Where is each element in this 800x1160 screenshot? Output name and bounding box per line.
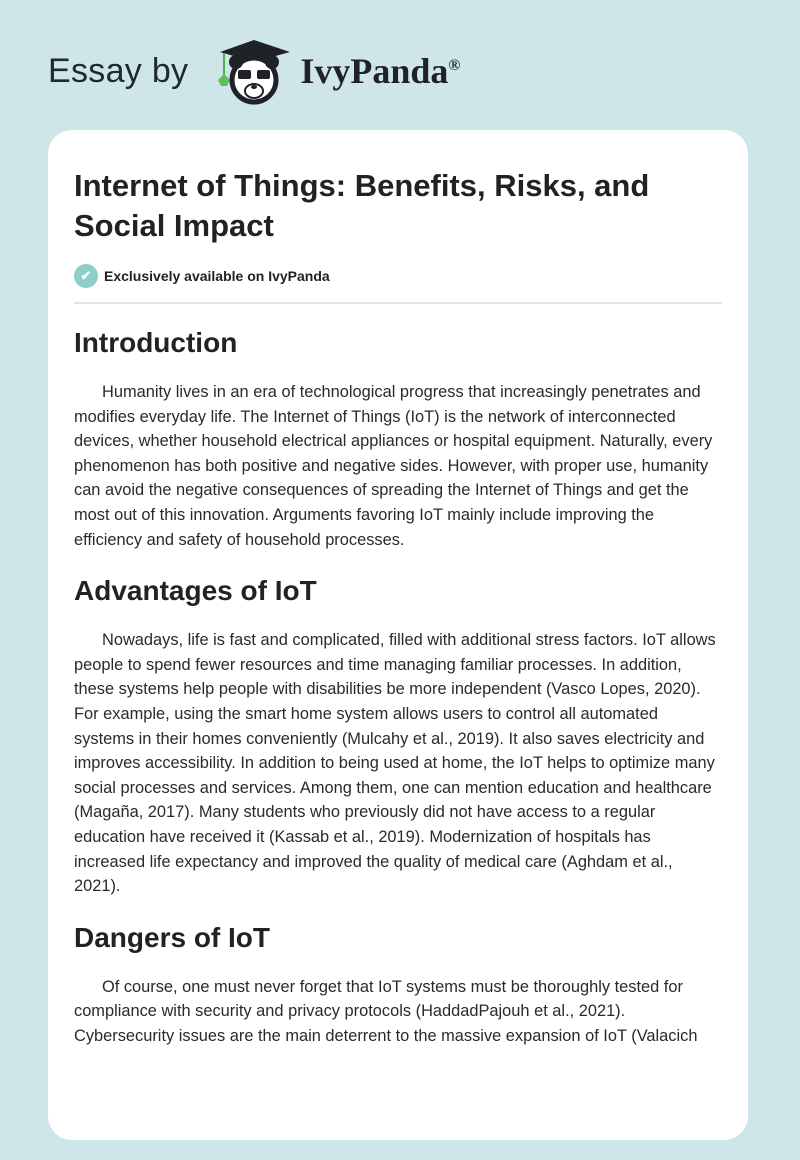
section-heading: Introduction	[74, 327, 238, 358]
check-icon: ✔	[74, 264, 98, 288]
brand-text: IvyPanda	[300, 51, 449, 91]
brand-name[interactable]	[300, 50, 460, 92]
registered-mark: ®	[448, 57, 461, 74]
badge-text: Exclusively available on IvyPanda	[104, 268, 330, 284]
essay-title: Internet of Things: Benefits, Risks, and Social Impact	[74, 168, 650, 243]
section-heading: Advantages of IoT	[74, 575, 317, 607]
essay-card	[48, 130, 748, 1140]
section-heading: Dangers of IoT	[74, 921, 271, 953]
exclusive-badge	[74, 264, 722, 304]
section-paragraph: Nowadays, life is fast and complicated, filled with additional stress factors. IoT allows people to spend fewer resources and time managing familiar processes. In addition, these systems help people with disabilities be more independent (Vasco Lopes, 2020). For example, using the smart home system allows users to control all automated systems in their homes conveniently (Mulcahy et al., 2019). It also saves electricity and improves accessibility. In addition to being used at home, the IoT helps to optimize many social processes and services. Among them, one can mention education and healthcare (Magaña, 2017). Many students who previously did not have access to a regular education have received it (Kassab et al., 2019). Modernization of hospitals has increased life expectancy and improved the quality of medical care (Aghdam et al., 2021).	[74, 631, 716, 896]
essay-by-label: Essay by	[48, 51, 189, 90]
section-paragraph: Of course, one must never forget that IoT systems must be thoroughly tested for compliance with security and privacy protocols (HaddadPajouh et al., 2021). Cybersecurity issues are the main deterrent to the massive expansion of IoT (Valacich	[74, 977, 698, 1045]
panda-logo-icon[interactable]	[210, 36, 298, 106]
site-header	[48, 36, 460, 106]
section-paragraph: Humanity lives in an era of technological progress that increasingly penetrates and modifies everyday life. The Internet of Things (IoT) is the network of interconnected devices, whether household electrical appliances or hospital equipment. Naturally, every phenomenon has both positive and negative sides. However, with proper use, humanity can avoid the negative consequences of spreading the Internet of Things and get the most out of this innovation. Arguments favoring IoT mainly include improving the efficiency and safety of household processes.	[74, 383, 713, 549]
